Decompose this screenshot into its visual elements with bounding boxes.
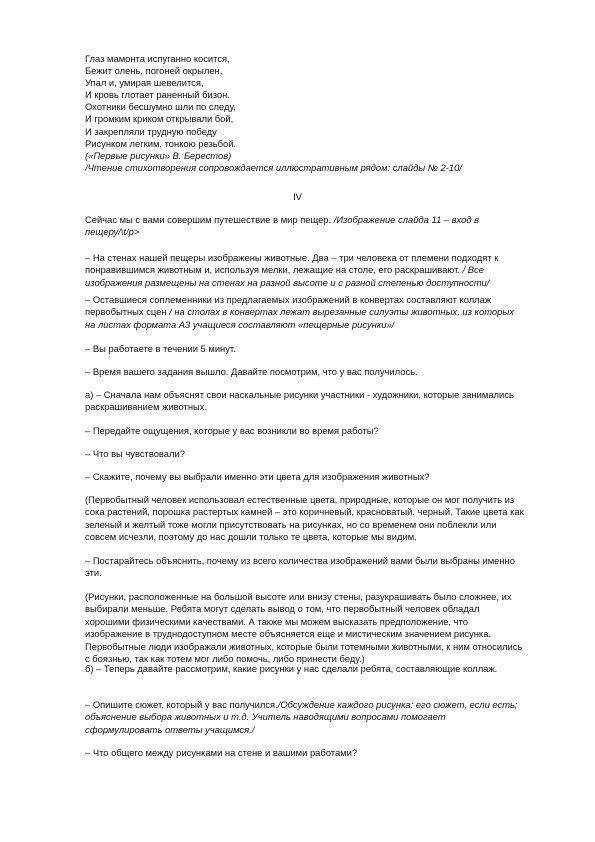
paragraph: – Постарайтесь объяснить, почему из всего количества изображений вами были выбраны именно эти. xyxy=(85,555,515,579)
paragraph: – Вы работаете в течении 5 минут. xyxy=(85,343,236,354)
paragraph: Сейчас мы с вами совершим путешествие в мир пещер. /Изображение слайда 11 – вход в пещеру/\t/p> xyxy=(85,214,479,238)
poem-block xyxy=(85,53,525,174)
paragraph: – Опишите сюжет, который у вас получился./Обсуждение каждого рисунка: его сюжет, если есть; объяснение выбора животных и т.д. Учитель наводящими вопросами помогает сформулировать ответы учащимся./ xyxy=(85,699,518,735)
poem-line: И громким криком открывали бой, xyxy=(85,113,234,125)
poem-line: И закрепляли трудную победу xyxy=(85,125,217,137)
paragraph: – На стенах нашей пещеры изображены животные. Два – три человека от племени подходят к понравившимся животным и, используя мелки, лежащие на столе, его раскрашивают. / Все изображения размещены на стенах на разной высоте и с разной степенью доступности/ xyxy=(85,252,499,288)
section-number: IV xyxy=(293,191,302,202)
paragraph: – Что общего между рисунками на стене и вашими работами? xyxy=(85,747,358,758)
poem-line: И кровь глотает раненный бизон. xyxy=(85,89,230,101)
paragraph: а) – Сначала нам объяснят свои наскальные рисунки участники - художники, которые занимались раскрашиванием животных. xyxy=(85,389,514,413)
poem-line: Бежит олень, погоней окрылен, xyxy=(85,65,223,77)
poem-note: /Чтение стихотворения сопровождается иллюстративным рядом: слайды № 2-10/ xyxy=(85,161,462,173)
poem-line: Глаз мамонта испуганно косится, xyxy=(85,53,230,64)
poem-source: («Первые рисунки» В. Берестов) xyxy=(85,149,232,161)
paragraph: б) – Теперь давайте рассмотрим, какие рисунки у нас сделали ребята, составляющие коллаж. xyxy=(85,663,498,674)
paragraph: – Передайте ощущения, которые у вас возникли во время работы? xyxy=(85,425,379,436)
paragraph: (Первобытный человек использовал естественные цвета, природные, которые он мог получить из сока растений, порошка растертых камней – это коричневый, красноватый, черный. Такие цвета как зеленый и желтый тоже могли присутствовать на рисунках, но со временем они поблекли или совсем исчезли, поэтому до нас дошли только те цвета, которые мы видим. xyxy=(85,494,524,543)
paragraph: – Оставшиеся соплеменники из предлагаемых изображений в конвертах составляют коллаж первобытных сцен / на столах в конвертах лежат вырезанные силуэты животных, из которых на листах формата А3 учащиеся составляют «пещерные рисунки»/ xyxy=(85,294,514,330)
poem-line: Упал и, умирая шевелится, xyxy=(85,77,204,89)
paragraph: – Время вашего задания вышло. Давайте посмотрим, что у вас получилось. xyxy=(85,366,418,377)
paragraph: (Рисунки, расположенные на большой высоте или внизу стены, разукрашивать было сложнее, их выбирали меньше. Ребята могут сделать вывод о том, что первобытный человек обладал хорошими физическими качествами. А также мы можем высказать предположение, что изображение в труднодоступном месте объясняется еще и мистическим значением рисунка. Первобытные люди изображали животных, которые были тотемными животными, к ним относились с боязнью, так как тотем мог либо помочь, либо принести беду.) xyxy=(85,591,523,665)
paragraph: – Скажите, почему вы выбрали именно эти цвета для изображения животных? xyxy=(85,471,430,482)
poem-line: Охотники бесшумно шли по следу, xyxy=(85,101,236,113)
paragraph: – Что вы чувствовали? xyxy=(85,448,185,459)
poem-line: Рисунком легким, тонкою резьбой. xyxy=(85,137,237,149)
